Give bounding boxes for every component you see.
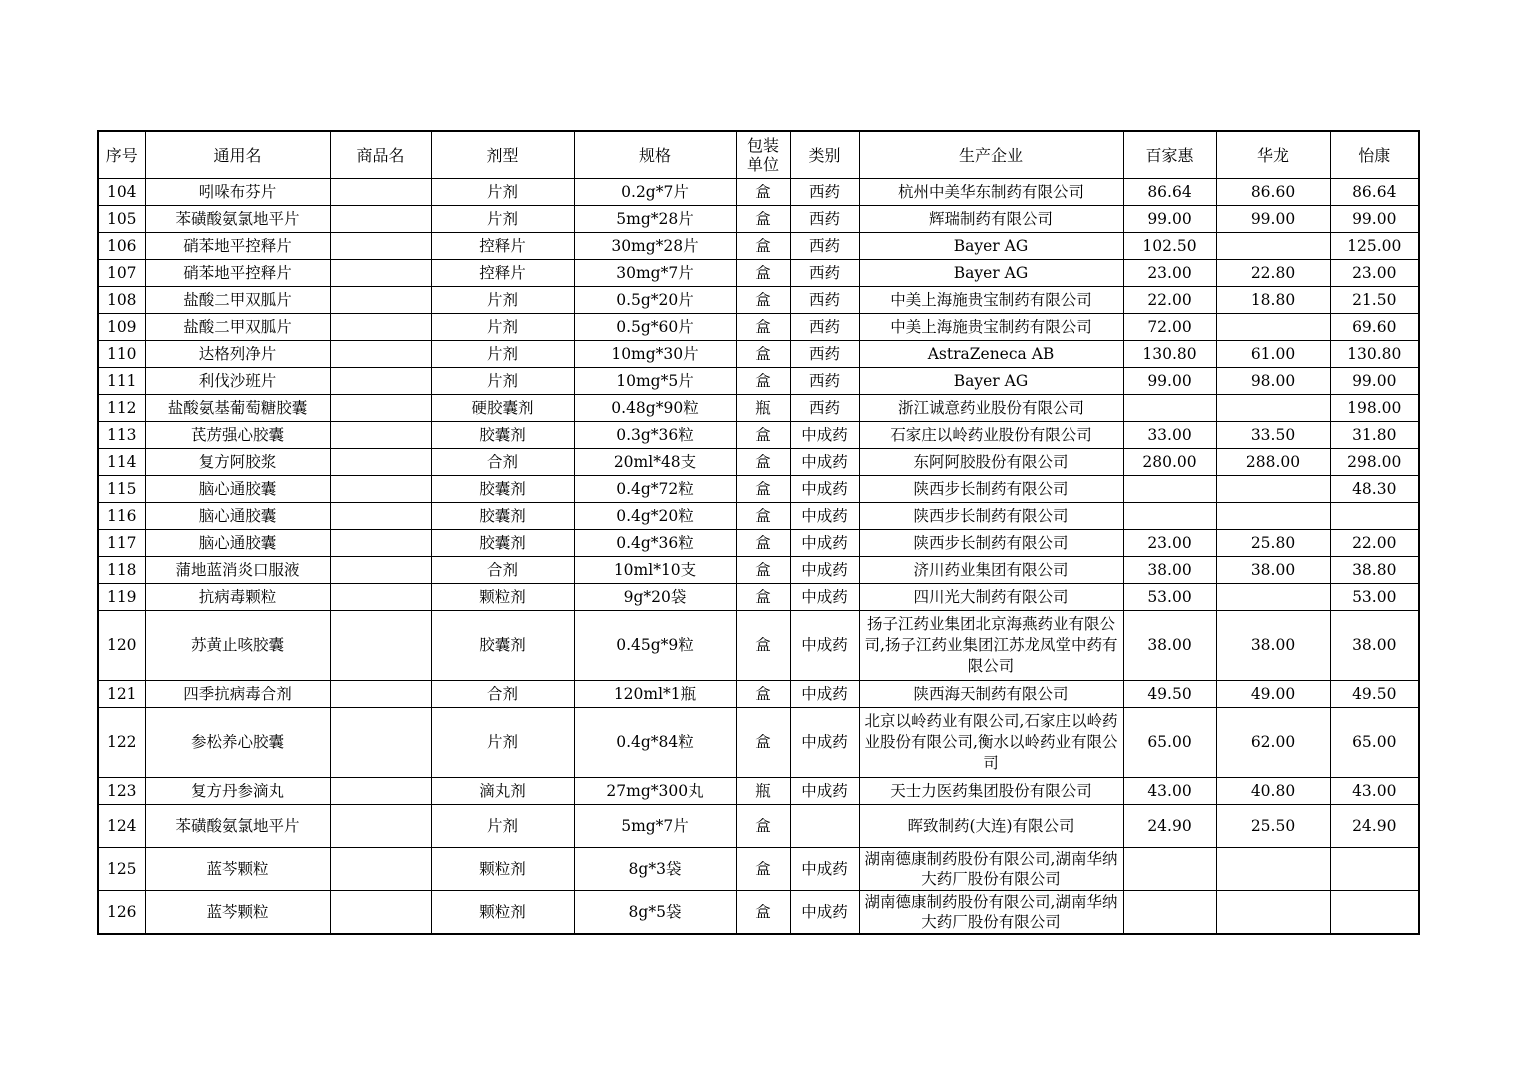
cell-price-hualong: 62.00 (1216, 708, 1330, 778)
cell-category: 中成药 (790, 584, 859, 611)
cell-price-yikang: 24.90 (1330, 805, 1419, 848)
cell-category: 西药 (790, 395, 859, 422)
cell-generic-name: 四季抗病毒合剂 (145, 681, 330, 708)
cell-spec: 0.48g*90粒 (574, 395, 736, 422)
drug-price-table (97, 130, 1420, 935)
cell-spec: 30mg*28片 (574, 233, 736, 260)
cell-seq: 106 (98, 233, 145, 260)
cell-price-hualong: 61.00 (1216, 341, 1330, 368)
cell-brand-name (330, 557, 431, 584)
cell-category: 西药 (790, 368, 859, 395)
cell-manufacturer: 辉瑞制药有限公司 (859, 206, 1123, 233)
cell-unit: 盒 (736, 530, 790, 557)
table-row (98, 891, 1419, 935)
cell-brand-name (330, 530, 431, 557)
cell-generic-name: 抗病毒颗粒 (145, 584, 330, 611)
cell-dosage-form: 控释片 (431, 260, 574, 287)
header-row (98, 131, 1419, 179)
cell-seq: 123 (98, 778, 145, 805)
cell-dosage-form: 片剂 (431, 287, 574, 314)
cell-price-yikang: 38.80 (1330, 557, 1419, 584)
cell-manufacturer: Bayer AG (859, 260, 1123, 287)
cell-manufacturer: 石家庄以岭药业股份有限公司 (859, 422, 1123, 449)
cell-spec: 10mg*30片 (574, 341, 736, 368)
cell-manufacturer: 济川药业集团有限公司 (859, 557, 1123, 584)
cell-spec: 30mg*7片 (574, 260, 736, 287)
cell-price-baijiahui: 72.00 (1123, 314, 1216, 341)
cell-category: 中成药 (790, 422, 859, 449)
cell-generic-name: 复方丹参滴丸 (145, 778, 330, 805)
cell-brand-name (330, 584, 431, 611)
cell-spec: 0.4g*84粒 (574, 708, 736, 778)
cell-price-hualong: 22.80 (1216, 260, 1330, 287)
cell-dosage-form: 合剂 (431, 449, 574, 476)
cell-price-baijiahui: 38.00 (1123, 557, 1216, 584)
cell-manufacturer: AstraZeneca AB (859, 341, 1123, 368)
cell-brand-name (330, 422, 431, 449)
cell-price-hualong: 25.80 (1216, 530, 1330, 557)
cell-unit: 盒 (736, 368, 790, 395)
cell-price-yikang: 38.00 (1330, 611, 1419, 681)
cell-seq: 112 (98, 395, 145, 422)
table-row (98, 179, 1419, 206)
cell-price-baijiahui: 22.00 (1123, 287, 1216, 314)
cell-dosage-form: 胶囊剂 (431, 422, 574, 449)
cell-spec: 10mg*5片 (574, 368, 736, 395)
cell-manufacturer: Bayer AG (859, 368, 1123, 395)
table-row (98, 503, 1419, 530)
cell-price-hualong: 18.80 (1216, 287, 1330, 314)
cell-category: 中成药 (790, 557, 859, 584)
cell-price-yikang: 99.00 (1330, 206, 1419, 233)
table-row (98, 476, 1419, 503)
cell-unit: 盒 (736, 287, 790, 314)
cell-price-baijiahui: 33.00 (1123, 422, 1216, 449)
cell-manufacturer: Bayer AG (859, 233, 1123, 260)
cell-unit: 盒 (736, 206, 790, 233)
cell-seq: 111 (98, 368, 145, 395)
cell-category: 中成药 (790, 611, 859, 681)
cell-seq: 110 (98, 341, 145, 368)
cell-generic-name: 硝苯地平控释片 (145, 260, 330, 287)
cell-price-hualong (1216, 476, 1330, 503)
cell-unit: 盒 (736, 260, 790, 287)
cell-price-hualong (1216, 233, 1330, 260)
cell-dosage-form: 颗粒剂 (431, 848, 574, 891)
cell-brand-name (330, 476, 431, 503)
cell-category: 中成药 (790, 530, 859, 557)
cell-spec: 8g*5袋 (574, 891, 736, 935)
cell-category: 中成药 (790, 778, 859, 805)
cell-generic-name: 苯磺酸氨氯地平片 (145, 206, 330, 233)
table-row (98, 681, 1419, 708)
cell-dosage-form: 片剂 (431, 708, 574, 778)
cell-brand-name (330, 206, 431, 233)
cell-category: 西药 (790, 314, 859, 341)
table-row (98, 341, 1419, 368)
cell-dosage-form: 片剂 (431, 179, 574, 206)
cell-seq: 119 (98, 584, 145, 611)
table-row (98, 260, 1419, 287)
cell-price-yikang: 65.00 (1330, 708, 1419, 778)
cell-generic-name: 盐酸氨基葡萄糖胶囊 (145, 395, 330, 422)
cell-spec: 9g*20袋 (574, 584, 736, 611)
cell-manufacturer: 杭州中美华东制药有限公司 (859, 179, 1123, 206)
cell-category: 西药 (790, 341, 859, 368)
cell-price-hualong (1216, 503, 1330, 530)
cell-price-baijiahui: 23.00 (1123, 260, 1216, 287)
cell-manufacturer: 湖南德康制药股份有限公司,湖南华纳大药厂股份有限公司 (859, 848, 1123, 891)
cell-price-yikang (1330, 848, 1419, 891)
table-row (98, 206, 1419, 233)
cell-price-baijiahui (1123, 395, 1216, 422)
cell-manufacturer: 天士力医药集团股份有限公司 (859, 778, 1123, 805)
cell-price-baijiahui (1123, 503, 1216, 530)
cell-generic-name: 吲哚布芬片 (145, 179, 330, 206)
cell-unit: 瓶 (736, 395, 790, 422)
cell-dosage-form: 控释片 (431, 233, 574, 260)
cell-dosage-form: 胶囊剂 (431, 530, 574, 557)
header-generic-name: 通用名 (145, 131, 330, 179)
cell-generic-name: 蓝芩颗粒 (145, 891, 330, 935)
header-price-baijiahui: 百家惠 (1123, 131, 1216, 179)
table-row (98, 368, 1419, 395)
cell-spec: 0.4g*20粒 (574, 503, 736, 530)
cell-manufacturer: 东阿阿胶股份有限公司 (859, 449, 1123, 476)
cell-brand-name (330, 395, 431, 422)
cell-price-yikang: 21.50 (1330, 287, 1419, 314)
cell-spec: 0.5g*20片 (574, 287, 736, 314)
cell-dosage-form: 胶囊剂 (431, 611, 574, 681)
table-row (98, 584, 1419, 611)
cell-seq: 104 (98, 179, 145, 206)
cell-seq: 120 (98, 611, 145, 681)
cell-spec: 27mg*300丸 (574, 778, 736, 805)
cell-generic-name: 硝苯地平控释片 (145, 233, 330, 260)
table-row (98, 287, 1419, 314)
header-dosage-form: 剂型 (431, 131, 574, 179)
cell-seq: 126 (98, 891, 145, 935)
cell-dosage-form: 片剂 (431, 368, 574, 395)
cell-price-baijiahui: 130.80 (1123, 341, 1216, 368)
cell-spec: 5mg*7片 (574, 805, 736, 848)
cell-price-yikang: 125.00 (1330, 233, 1419, 260)
cell-price-baijiahui: 65.00 (1123, 708, 1216, 778)
cell-dosage-form: 颗粒剂 (431, 584, 574, 611)
cell-price-yikang (1330, 891, 1419, 935)
cell-category (790, 805, 859, 848)
cell-category: 中成药 (790, 503, 859, 530)
cell-price-hualong (1216, 395, 1330, 422)
cell-brand-name (330, 314, 431, 341)
header-brand-name: 商品名 (330, 131, 431, 179)
cell-price-hualong: 33.50 (1216, 422, 1330, 449)
cell-spec: 0.45g*9粒 (574, 611, 736, 681)
cell-manufacturer: 陕西步长制药有限公司 (859, 530, 1123, 557)
cell-generic-name: 蒲地蓝消炎口服液 (145, 557, 330, 584)
cell-brand-name (330, 368, 431, 395)
header-spec: 规格 (574, 131, 736, 179)
cell-dosage-form: 硬胶囊剂 (431, 395, 574, 422)
cell-manufacturer: 北京以岭药业有限公司,石家庄以岭药业股份有限公司,衡水以岭药业有限公司 (859, 708, 1123, 778)
cell-generic-name: 芪苈强心胶囊 (145, 422, 330, 449)
cell-spec: 0.4g*72粒 (574, 476, 736, 503)
cell-category: 中成药 (790, 681, 859, 708)
cell-generic-name: 脑心通胶囊 (145, 503, 330, 530)
cell-brand-name (330, 503, 431, 530)
cell-manufacturer: 陕西步长制药有限公司 (859, 503, 1123, 530)
cell-generic-name: 脑心通胶囊 (145, 530, 330, 557)
header-unit: 包装单位 (736, 131, 790, 179)
cell-spec: 0.5g*60片 (574, 314, 736, 341)
cell-brand-name (330, 260, 431, 287)
cell-price-hualong (1216, 891, 1330, 935)
header-seq: 序号 (98, 131, 145, 179)
cell-seq: 122 (98, 708, 145, 778)
cell-price-yikang: 298.00 (1330, 449, 1419, 476)
cell-category: 西药 (790, 206, 859, 233)
cell-generic-name: 脑心通胶囊 (145, 476, 330, 503)
cell-category: 西药 (790, 233, 859, 260)
header-category: 类别 (790, 131, 859, 179)
table-body (98, 179, 1419, 935)
cell-brand-name (330, 287, 431, 314)
cell-price-hualong (1216, 584, 1330, 611)
cell-seq: 107 (98, 260, 145, 287)
cell-spec: 120ml*1瓶 (574, 681, 736, 708)
cell-generic-name: 苏黄止咳胶囊 (145, 611, 330, 681)
cell-price-yikang: 99.00 (1330, 368, 1419, 395)
cell-unit: 盒 (736, 584, 790, 611)
cell-price-hualong (1216, 848, 1330, 891)
table-row (98, 805, 1419, 848)
table-row (98, 557, 1419, 584)
cell-price-baijiahui: 99.00 (1123, 368, 1216, 395)
cell-unit: 盒 (736, 314, 790, 341)
cell-unit: 盒 (736, 503, 790, 530)
cell-unit: 盒 (736, 476, 790, 503)
table-row (98, 778, 1419, 805)
cell-seq: 118 (98, 557, 145, 584)
cell-price-hualong: 86.60 (1216, 179, 1330, 206)
cell-unit: 盒 (736, 557, 790, 584)
cell-unit: 盒 (736, 422, 790, 449)
cell-manufacturer: 陕西海天制药有限公司 (859, 681, 1123, 708)
cell-dosage-form: 片剂 (431, 341, 574, 368)
cell-spec: 0.3g*36粒 (574, 422, 736, 449)
table-row (98, 848, 1419, 891)
cell-generic-name: 苯磺酸氨氯地平片 (145, 805, 330, 848)
cell-brand-name (330, 179, 431, 206)
cell-unit: 盒 (736, 891, 790, 935)
cell-manufacturer: 中美上海施贵宝制药有限公司 (859, 314, 1123, 341)
cell-price-yikang: 31.80 (1330, 422, 1419, 449)
cell-brand-name (330, 848, 431, 891)
cell-brand-name (330, 891, 431, 935)
table-row (98, 611, 1419, 681)
cell-dosage-form: 片剂 (431, 805, 574, 848)
cell-price-yikang: 198.00 (1330, 395, 1419, 422)
cell-price-yikang: 43.00 (1330, 778, 1419, 805)
cell-manufacturer: 晖致制药(大连)有限公司 (859, 805, 1123, 848)
cell-dosage-form: 片剂 (431, 314, 574, 341)
cell-price-baijiahui: 23.00 (1123, 530, 1216, 557)
cell-spec: 0.4g*36粒 (574, 530, 736, 557)
cell-price-baijiahui (1123, 891, 1216, 935)
cell-brand-name (330, 681, 431, 708)
cell-price-baijiahui: 99.00 (1123, 206, 1216, 233)
table-row (98, 233, 1419, 260)
cell-price-baijiahui: 24.90 (1123, 805, 1216, 848)
cell-price-yikang: 49.50 (1330, 681, 1419, 708)
cell-price-yikang: 130.80 (1330, 341, 1419, 368)
cell-generic-name: 利伐沙班片 (145, 368, 330, 395)
cell-price-yikang: 22.00 (1330, 530, 1419, 557)
cell-unit: 盒 (736, 179, 790, 206)
cell-unit: 盒 (736, 233, 790, 260)
cell-category: 西药 (790, 287, 859, 314)
cell-generic-name: 达格列净片 (145, 341, 330, 368)
cell-spec: 20ml*48支 (574, 449, 736, 476)
cell-dosage-form: 片剂 (431, 206, 574, 233)
cell-price-yikang: 53.00 (1330, 584, 1419, 611)
cell-price-yikang: 23.00 (1330, 260, 1419, 287)
cell-price-hualong: 38.00 (1216, 611, 1330, 681)
cell-unit: 瓶 (736, 778, 790, 805)
cell-category: 中成药 (790, 449, 859, 476)
table-row (98, 314, 1419, 341)
table-row (98, 530, 1419, 557)
cell-generic-name: 参松养心胶囊 (145, 708, 330, 778)
table-row (98, 395, 1419, 422)
cell-unit: 盒 (736, 611, 790, 681)
cell-dosage-form: 合剂 (431, 681, 574, 708)
cell-unit: 盒 (736, 681, 790, 708)
table-row (98, 449, 1419, 476)
cell-price-hualong: 288.00 (1216, 449, 1330, 476)
cell-generic-name: 盐酸二甲双胍片 (145, 314, 330, 341)
cell-manufacturer: 浙江诚意药业股份有限公司 (859, 395, 1123, 422)
cell-generic-name: 盐酸二甲双胍片 (145, 287, 330, 314)
header-manufacturer: 生产企业 (859, 131, 1123, 179)
cell-unit: 盒 (736, 805, 790, 848)
cell-price-hualong: 38.00 (1216, 557, 1330, 584)
cell-seq: 121 (98, 681, 145, 708)
cell-manufacturer: 陕西步长制药有限公司 (859, 476, 1123, 503)
cell-brand-name (330, 708, 431, 778)
cell-brand-name (330, 341, 431, 368)
cell-price-baijiahui (1123, 476, 1216, 503)
cell-manufacturer: 中美上海施贵宝制药有限公司 (859, 287, 1123, 314)
cell-dosage-form: 胶囊剂 (431, 503, 574, 530)
cell-brand-name (330, 233, 431, 260)
header-price-yikang: 怡康 (1330, 131, 1419, 179)
cell-price-baijiahui: 43.00 (1123, 778, 1216, 805)
cell-category: 西药 (790, 260, 859, 287)
cell-dosage-form: 合剂 (431, 557, 574, 584)
cell-price-yikang (1330, 503, 1419, 530)
cell-category: 西药 (790, 179, 859, 206)
cell-price-baijiahui: 49.50 (1123, 681, 1216, 708)
cell-dosage-form: 颗粒剂 (431, 891, 574, 935)
cell-spec: 8g*3袋 (574, 848, 736, 891)
cell-brand-name (330, 805, 431, 848)
cell-category: 中成药 (790, 891, 859, 935)
table-row (98, 422, 1419, 449)
cell-brand-name (330, 778, 431, 805)
header-price-hualong: 华龙 (1216, 131, 1330, 179)
cell-seq: 124 (98, 805, 145, 848)
cell-price-hualong: 98.00 (1216, 368, 1330, 395)
cell-price-baijiahui: 38.00 (1123, 611, 1216, 681)
cell-seq: 125 (98, 848, 145, 891)
cell-price-baijiahui: 53.00 (1123, 584, 1216, 611)
cell-price-hualong: 49.00 (1216, 681, 1330, 708)
cell-generic-name: 蓝芩颗粒 (145, 848, 330, 891)
cell-category: 中成药 (790, 848, 859, 891)
cell-seq: 116 (98, 503, 145, 530)
cell-price-hualong: 25.50 (1216, 805, 1330, 848)
cell-generic-name: 复方阿胶浆 (145, 449, 330, 476)
cell-seq: 105 (98, 206, 145, 233)
cell-manufacturer: 扬子江药业集团北京海燕药业有限公司,扬子江药业集团江苏龙凤堂中药有限公司 (859, 611, 1123, 681)
cell-seq: 115 (98, 476, 145, 503)
cell-price-hualong: 40.80 (1216, 778, 1330, 805)
cell-dosage-form: 滴丸剂 (431, 778, 574, 805)
cell-unit: 盒 (736, 848, 790, 891)
cell-spec: 5mg*28片 (574, 206, 736, 233)
cell-category: 中成药 (790, 708, 859, 778)
cell-unit: 盒 (736, 341, 790, 368)
cell-price-yikang: 86.64 (1330, 179, 1419, 206)
cell-brand-name (330, 449, 431, 476)
cell-price-yikang: 48.30 (1330, 476, 1419, 503)
cell-unit: 盒 (736, 449, 790, 476)
table-row (98, 708, 1419, 778)
cell-manufacturer: 湖南德康制药股份有限公司,湖南华纳大药厂股份有限公司 (859, 891, 1123, 935)
cell-price-hualong: 99.00 (1216, 206, 1330, 233)
cell-manufacturer: 四川光大制药有限公司 (859, 584, 1123, 611)
cell-seq: 109 (98, 314, 145, 341)
cell-price-baijiahui: 102.50 (1123, 233, 1216, 260)
cell-category: 中成药 (790, 476, 859, 503)
cell-price-yikang: 69.60 (1330, 314, 1419, 341)
cell-seq: 108 (98, 287, 145, 314)
cell-price-hualong (1216, 314, 1330, 341)
cell-spec: 10ml*10支 (574, 557, 736, 584)
cell-price-baijiahui (1123, 848, 1216, 891)
cell-price-baijiahui: 280.00 (1123, 449, 1216, 476)
cell-seq: 114 (98, 449, 145, 476)
cell-unit: 盒 (736, 708, 790, 778)
cell-brand-name (330, 611, 431, 681)
cell-spec: 0.2g*7片 (574, 179, 736, 206)
cell-seq: 117 (98, 530, 145, 557)
cell-seq: 113 (98, 422, 145, 449)
cell-price-baijiahui: 86.64 (1123, 179, 1216, 206)
cell-dosage-form: 胶囊剂 (431, 476, 574, 503)
